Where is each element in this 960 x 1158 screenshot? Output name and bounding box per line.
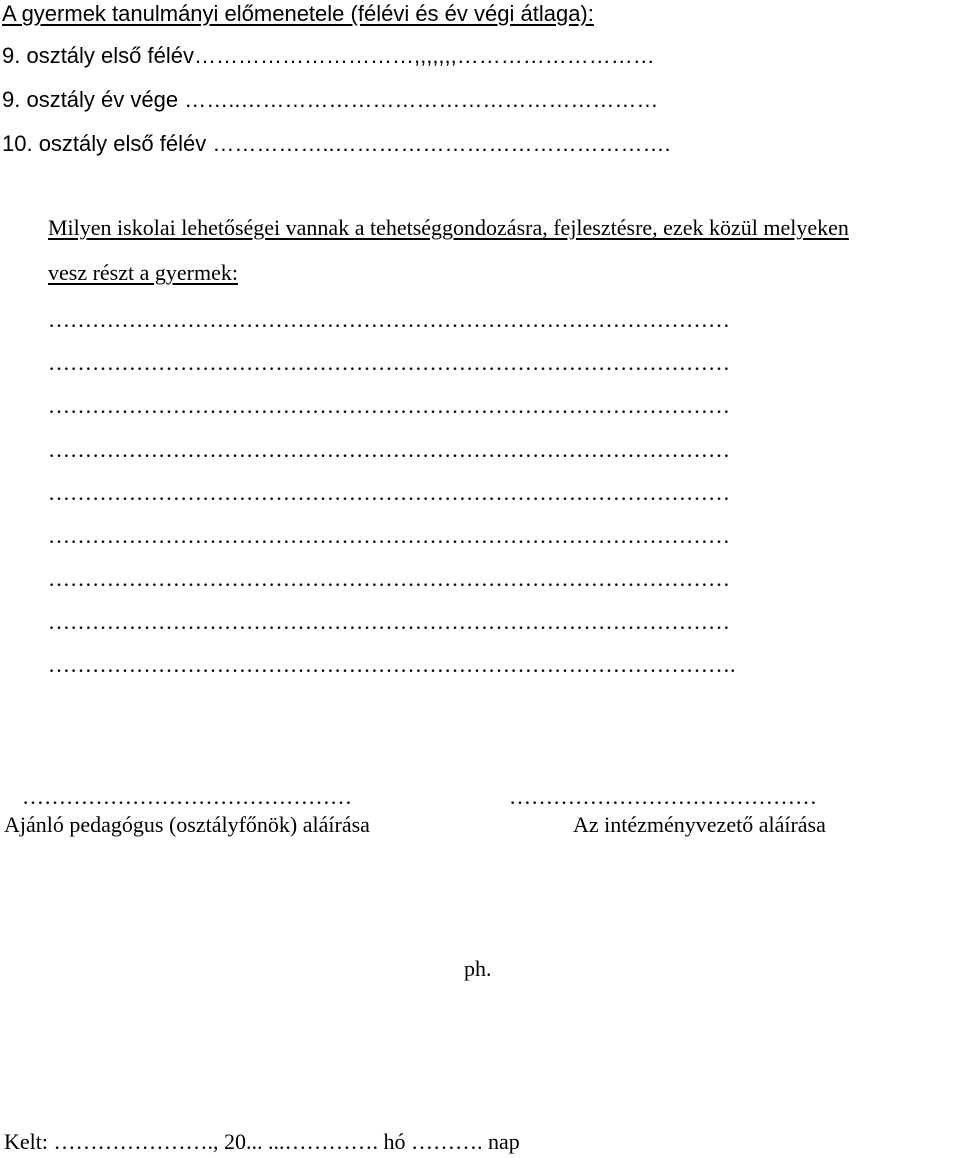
answer-line: …………………………………………………………………………………. (48, 652, 736, 677)
question-line-1: Milyen iskolai lehetőségei vannak a tehetséggondozásra, fejlesztésre, ezek közül melyeken (48, 215, 849, 240)
answer-line: ………………………………………………………………………………… (48, 350, 730, 375)
stamp-label: ph. (464, 956, 492, 981)
grade-row-9-year-end: 9. osztály év vége ……..………………………………………………… (2, 87, 659, 112)
progress-heading: A gyermek tanulmányi előmenetele (félévi és év végi átlaga): (2, 1, 594, 26)
principal-signature-label: Az intézményvezető aláírása (573, 812, 826, 837)
answer-line: ………………………………………………………………………………… (48, 437, 730, 462)
question-line-2: vesz részt a gyermek: (48, 260, 238, 285)
answer-line: ………………………………………………………………………………… (48, 523, 730, 548)
grade-row-9-first-semester: 9. osztály első félév…………………………,,,,,,,……………………… (2, 43, 655, 68)
answer-line: ………………………………………………………………………………… (48, 609, 730, 634)
answer-line: ………………………………………………………………………………… (48, 566, 730, 591)
teacher-signature-label: Ajánló pedagógus (osztályfőnök) aláírása (4, 812, 370, 837)
answer-line: ………………………………………………………………………………… (48, 307, 730, 332)
answer-line: ………………………………………………………………………………… (48, 393, 730, 418)
date-line: Kelt: …………………., 20... ...…………. hó ………. nap (4, 1129, 520, 1154)
principal-signature-line: …………………………………… (509, 784, 817, 809)
answer-line: ………………………………………………………………………………… (48, 480, 730, 505)
teacher-signature-line: ……………………………………… (22, 784, 352, 809)
grade-row-10-first-semester: 10. osztály első félév ……………..………………………………………. (2, 131, 671, 156)
